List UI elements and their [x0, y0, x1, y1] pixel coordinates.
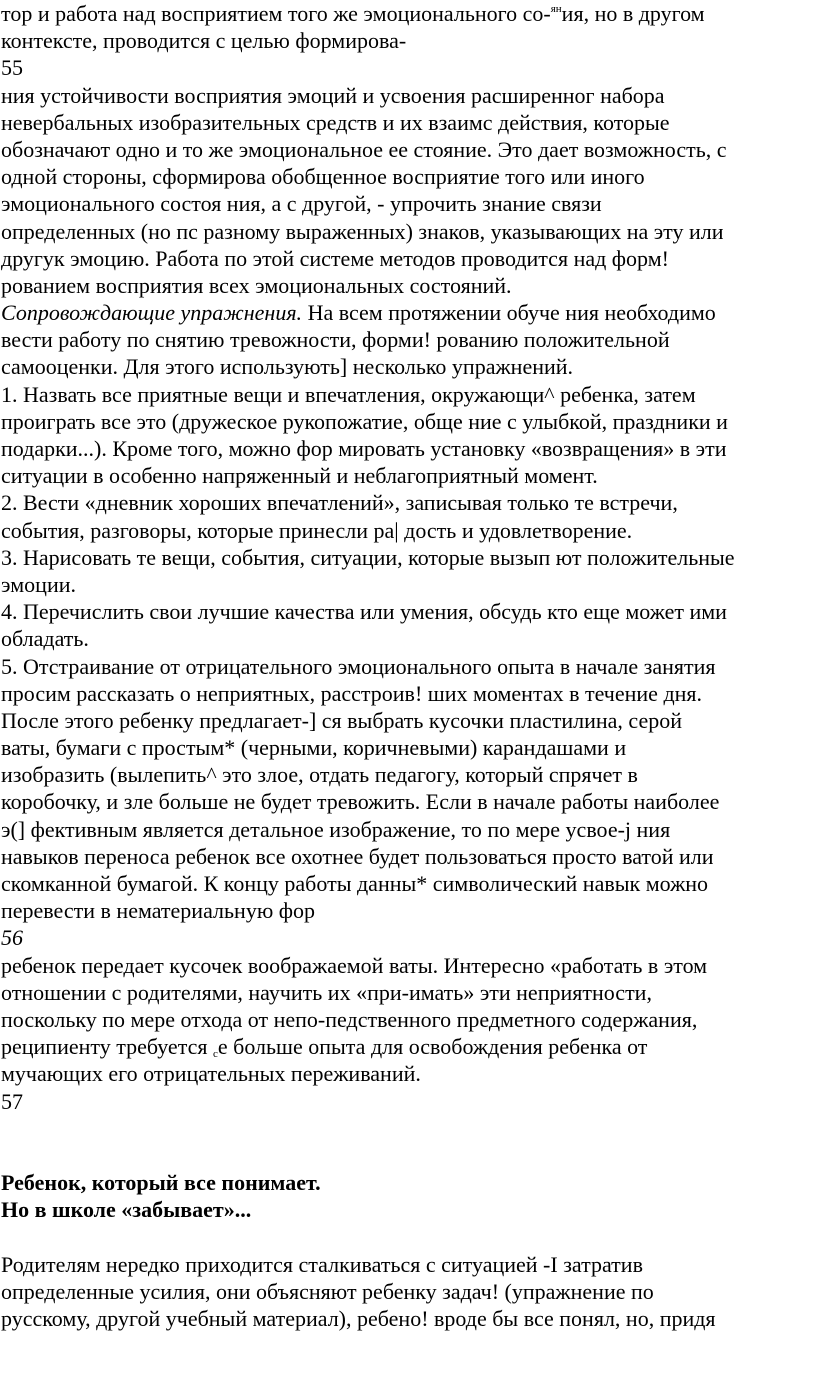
heading-line: Но в школе «забывает»...	[1, 1197, 252, 1223]
spacer	[1, 1223, 816, 1250]
text-line: 2. Вести «дневник хороших впечатлений», записывая только те встречи,	[1, 490, 678, 516]
text-line: 1. Назвать все приятные вещи и впечатления, окружающи^ ребенка, затем	[1, 381, 696, 407]
text-line: После этого ребенку предлагает-] ся выбрать кусочки пластилина, серой	[1, 707, 682, 733]
text-line	[1, 924, 816, 951]
text-line: отношении с родителями, научить их «при-имать» эти неприятности,	[1, 979, 652, 1005]
text-line	[1, 1033, 816, 1060]
text-line: определенные усилия, они объясняют ребенку задач! (упражнение по	[1, 1278, 654, 1304]
text-line: события, разговоры, которые принесли ра| дость и удовлетворение.	[1, 517, 633, 543]
text-line: ребенок передает кусочек воображаемой ваты. Интересно «работать в этом	[1, 952, 708, 978]
text-line: перевести в нематериальную фор	[1, 898, 316, 924]
text-line: скомканной бумагой. К концу работы данны* символический навык можно	[1, 871, 709, 896]
text-line: ния устойчивости восприятия эмоций и усвоения расширенног набора	[1, 82, 665, 108]
page-number: 56	[1, 925, 23, 951]
text-run: тор и работа над восприятием того же эмоционального со-	[1, 1, 551, 26]
text-line: 4. Перечислить свои лучшие качества или умения, обсудь кто еще может ими	[1, 599, 727, 625]
text-line	[1, 0, 816, 27]
text-line: просим рассказать о неприятных, расстроив! ших моментах в течение дня.	[1, 680, 703, 706]
text-line: определенных (но пс разному выраженных) знаков, указывающих на эту или	[1, 218, 724, 244]
text-line: другук эмоцию. Работа по этой системе методов проводится над форм!	[1, 245, 669, 271]
subscript-artifact: с	[212, 1048, 218, 1061]
text-line: мучающих его отрицательных переживаний.	[1, 1061, 421, 1087]
text-line: эмоции.	[1, 571, 76, 597]
section-heading	[1, 1169, 816, 1223]
text-line: невербальных изобразительных средств и их взаимс действия, которые	[1, 109, 670, 135]
text-line: э(] фективным является детальное изображение, то по мере усвое-j ния	[1, 816, 671, 842]
text-line: рованием восприятия всех эмоциональных состояний.	[1, 272, 512, 298]
text-line: поскольку по мере отхода от непо-педственного предметного содержания,	[1, 1006, 698, 1032]
text-line	[1, 299, 816, 326]
italic-run: Сопровождающие упражнения.	[1, 300, 303, 326]
text-line: проиграть все это (дружеское рукопожатие, обще ние с улыбкой, праздники и	[1, 408, 728, 434]
page-number: 55	[1, 55, 23, 81]
text-line: коробочку, и зле больше не будет тревожить. Если в начале работы наиболее	[1, 789, 720, 815]
heading-line: Ребенок, который все понимает.	[1, 1170, 321, 1196]
text-line: подарки...). Кроме того, можно фор мировать установку «возвращения» в эти	[1, 436, 727, 461]
text-line: 5. Отстраивание от отрицательного эмоционального опыта в начале занятия	[1, 653, 716, 679]
text-line: ваты, бумаги с простым* (черными, коричневыми) карандашами и	[1, 735, 627, 761]
page-number: 57	[1, 1088, 23, 1114]
body-text-continued	[1, 1251, 816, 1333]
superscript-artifact: ян	[550, 3, 562, 15]
text-line: ситуации в особенно напряженный и неблагоприятный момент.	[1, 463, 598, 489]
text-line: контексте, проводится с целью формирова-	[1, 28, 407, 54]
text-line: обозначают одно и то же эмоциональное ее стояние. Это дает возможность, с	[1, 136, 727, 162]
text-line: эмоционального состоя ния, а с другой, - упрочить знание связи	[1, 191, 602, 217]
spacer	[1, 1142, 816, 1169]
text-line: одной стороны, сформирова обобщенное восприятие того или иного	[1, 164, 645, 190]
text-run: На всем протяжении обуче ния необходимо	[302, 300, 716, 326]
spacer	[1, 1115, 816, 1142]
body-text	[1, 0, 816, 1115]
text-line: обладать.	[1, 626, 89, 652]
text-line: Родителям нередко приходится сталкиваться с ситуацией -I затратив	[1, 1251, 643, 1277]
text-run: ия, но в другом	[561, 1, 705, 26]
text-run: е больше опыта для освобождения ребенка от	[217, 1034, 648, 1060]
text-run: реципиенту требуется	[1, 1034, 213, 1060]
text-line: русскому, другой учебный материал), ребено! вроде бы все понял, но, придя	[1, 1306, 716, 1331]
text-line: самооценки. Для этого использують] несколько упражнений.	[1, 354, 574, 380]
text-line: изобразить (вылепить^ это злое, отдать педагогу, который спрячет в	[1, 762, 638, 788]
text-line: вести работу по снятию тревожности, форми! рованию положительной	[1, 327, 670, 353]
text-line: 3. Нарисовать те вещи, события, ситуации, которые вызып ют положительные	[1, 544, 735, 570]
text-line: навыков переноса ребенок все охотнее будет пользоваться просто ватой или	[1, 843, 714, 869]
